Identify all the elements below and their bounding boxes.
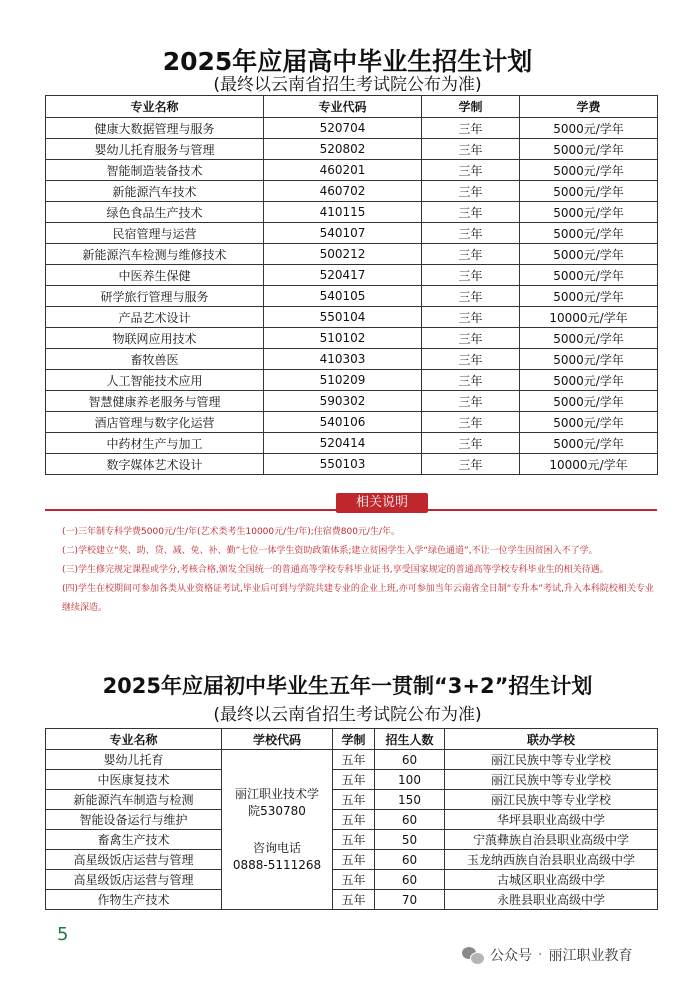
tuition-cell: 5000元/学年 [520,202,658,223]
major-name-cell: 婴幼儿托育服务与管理 [46,139,264,160]
column-header: 学费 [520,96,658,118]
major-name-cell: 智能制造装备技术 [46,160,264,181]
major-code-cell: 510102 [264,328,422,349]
table-row [46,244,658,265]
major-code-cell: 500212 [264,244,422,265]
column-header: 专业代码 [264,96,422,118]
duration-cell: 五年 [333,850,375,870]
major-name-cell: 数字媒体艺术设计 [46,454,264,475]
column-header: 学校代码 [222,729,333,750]
partner-school-cell: 华坪县职业高级中学 [445,810,658,830]
major-name-cell: 新能源汽车检测与维修技术 [46,244,264,265]
tuition-cell: 5000元/学年 [520,370,658,391]
column-header: 联办学校 [445,729,658,750]
tuition-cell: 5000元/学年 [520,412,658,433]
spacer [222,820,332,840]
table-row [46,328,658,349]
major-name-cell: 婴幼儿托育 [46,750,222,770]
duration-cell: 三年 [422,202,520,223]
table-row [46,750,658,770]
table-row [46,160,658,181]
enrollment-count-cell: 60 [375,810,445,830]
major-code-cell: 540105 [264,286,422,307]
table-row [46,181,658,202]
major-name-cell: 人工智能技术应用 [46,370,264,391]
page-number: 5 [57,924,69,945]
table-row [46,286,658,307]
duration-cell: 五年 [333,810,375,830]
tuition-cell: 5000元/学年 [520,433,658,454]
footer-account: 丽江职业教育 [548,948,633,964]
major-name-cell: 民宿管理与运营 [46,223,264,244]
enrollment-count-cell: 70 [375,890,445,910]
major-code-cell: 590302 [264,391,422,412]
partner-school-cell: 丽江民族中等专业学校 [445,770,658,790]
major-code-cell: 540107 [264,223,422,244]
duration-cell: 五年 [333,770,375,790]
tuition-cell: 5000元/学年 [520,391,658,412]
tuition-cell: 5000元/学年 [520,160,658,181]
section2-subtitle: (最终以云南省招生考试院公布为准) [213,705,482,725]
phone-label: 咨询电话 [252,840,301,855]
column-header: 专业名称 [46,96,264,118]
partner-school-cell: 丽江民族中等专业学校 [445,750,658,770]
table-row [46,412,658,433]
major-name-cell: 高星级饭店运营与管理 [46,850,222,870]
tuition-cell: 5000元/学年 [520,349,658,370]
note-item: (三)学生修完规定课程或学分,考核合格,颁发全国统一的普通高等学校专科毕业证书,享受国家规定的普通高等学校专科毕业生的相关待遇。 [62,565,609,575]
high-school-enrollment-table [45,95,658,475]
enrollment-count-cell: 60 [375,850,445,870]
footer-separator: · [538,947,543,963]
duration-cell: 三年 [422,181,520,202]
table-row [46,830,658,850]
duration-cell: 五年 [333,870,375,890]
wechat-icon [462,946,484,964]
school-code-line: 院530780 [248,803,306,818]
footer-platform: 公众号 [490,948,532,964]
duration-cell: 三年 [422,223,520,244]
partner-school-cell: 玉龙纳西族自治县职业高级中学 [445,850,658,870]
major-code-cell: 410303 [264,349,422,370]
notes-list [62,523,662,618]
major-name-cell: 产品艺术设计 [46,307,264,328]
duration-cell: 三年 [422,433,520,454]
tuition-cell: 5000元/学年 [520,181,658,202]
duration-cell: 三年 [422,307,520,328]
major-code-cell: 520414 [264,433,422,454]
note-item: (一)三年制专科学费5000元/生/年(艺术类考生10000元/生/年);住宿费800元/生/年。 [62,527,400,537]
major-code-cell: 520704 [264,118,422,139]
enrollment-count-cell: 60 [375,750,445,770]
tuition-cell: 10000元/学年 [520,307,658,328]
enrollment-count-cell: 50 [375,830,445,850]
table-header-row [46,729,658,750]
duration-cell: 三年 [422,265,520,286]
major-name-cell: 新能源汽车制造与检测 [46,790,222,810]
major-name-cell: 作物生产技术 [46,890,222,910]
duration-cell: 五年 [333,750,375,770]
duration-cell: 三年 [422,118,520,139]
table-row [46,349,658,370]
major-code-cell: 520417 [264,265,422,286]
enrollment-count-cell: 150 [375,790,445,810]
major-name-cell: 健康大数据管理与服务 [46,118,264,139]
duration-cell: 五年 [333,890,375,910]
major-name-cell: 畜禽生产技术 [46,830,222,850]
partner-school-cell: 永胜县职业高级中学 [445,890,658,910]
duration-cell: 三年 [422,349,520,370]
duration-cell: 三年 [422,160,520,181]
note-item: (四)学生在校期间可参加各类从业资格证考试,毕业后可到与学院共建专业的企业上班,亦可参加当年云南省全日制“专升本”考试,升入本科院校相关专业继续深造。 [62,584,654,613]
duration-cell: 三年 [422,139,520,160]
school-code-line: 丽江职业技术学 [234,786,319,801]
notes-header [45,493,657,515]
column-header: 学制 [422,96,520,118]
duration-cell: 三年 [422,244,520,265]
major-code-cell: 520802 [264,139,422,160]
major-code-cell: 550104 [264,307,422,328]
table-row [46,890,658,910]
table-row [46,770,658,790]
major-name-cell: 酒店管理与数字化运营 [46,412,264,433]
column-header: 专业名称 [46,729,222,750]
tuition-cell: 5000元/学年 [520,286,658,307]
duration-cell: 三年 [422,328,520,349]
table-row [46,139,658,160]
enrollment-count-cell: 60 [375,870,445,890]
column-header: 学制 [333,729,375,750]
table-row [46,307,658,328]
major-name-cell: 中药材生产与加工 [46,433,264,454]
table-row [46,454,658,475]
duration-cell: 五年 [333,830,375,850]
partner-school-cell: 古城区职业高级中学 [445,870,658,890]
school-code-cell [222,750,333,910]
duration-cell: 三年 [422,391,520,412]
major-name-cell: 中医康复技术 [46,770,222,790]
major-code-cell: 460201 [264,160,422,181]
duration-cell: 五年 [333,790,375,810]
partner-school-cell: 宁蒗彝族自治县职业高级中学 [445,830,658,850]
partner-school-cell: 丽江民族中等专业学校 [445,790,658,810]
table-row [46,202,658,223]
duration-cell: 三年 [422,454,520,475]
major-code-cell: 540106 [264,412,422,433]
major-name-cell: 畜牧兽医 [46,349,264,370]
major-name-cell: 智慧健康养老服务与管理 [46,391,264,412]
table-row [46,118,658,139]
major-code-cell: 460702 [264,181,422,202]
tuition-cell: 5000元/学年 [520,244,658,265]
duration-cell: 三年 [422,412,520,433]
table-row [46,223,658,244]
table-row [46,850,658,870]
table-row [46,370,658,391]
major-code-cell: 510209 [264,370,422,391]
wechat-footer [462,944,632,966]
notes-header-label: 相关说明 [336,493,428,513]
phone-number: 0888-5111268 [232,857,322,872]
table-row [46,810,658,830]
major-name-cell: 物联网应用技术 [46,328,264,349]
major-name-cell: 绿色食品生产技术 [46,202,264,223]
enrollment-count-cell: 100 [375,770,445,790]
five-year-program-table [45,728,658,910]
major-name-cell: 高星级饭店运营与管理 [46,870,222,890]
table-row [46,433,658,454]
tuition-cell: 5000元/学年 [520,139,658,160]
table-row [46,790,658,810]
major-name-cell: 研学旅行管理与服务 [46,286,264,307]
note-item: (二)学校建立“奖、助、贷、减、免、补、勤”七位一体学生资助政策体系;建立贫困学生入学“绿色通道”,不让一位学生因贫困入不了学。 [62,546,598,556]
major-name-cell: 新能源汽车技术 [46,181,264,202]
section1-subtitle: (最终以云南省招生考试院公布为准) [213,75,482,95]
duration-cell: 三年 [422,286,520,307]
duration-cell: 三年 [422,370,520,391]
table-row [46,870,658,890]
major-code-cell: 410115 [264,202,422,223]
tuition-cell: 5000元/学年 [520,265,658,286]
section2-title: 2025年应届初中毕业生五年一贯制“3+2”招生计划 [102,674,593,698]
section1-title: 2025年应届高中毕业生招生计划 [162,47,533,76]
major-code-cell: 550103 [264,454,422,475]
major-name-cell: 智能设备运行与维护 [46,810,222,830]
tuition-cell: 5000元/学年 [520,328,658,349]
tuition-cell: 5000元/学年 [520,223,658,244]
major-name-cell: 中医养生保健 [46,265,264,286]
table-row [46,391,658,412]
table-row [46,265,658,286]
tuition-cell: 10000元/学年 [520,454,658,475]
column-header: 招生人数 [375,729,445,750]
tuition-cell: 5000元/学年 [520,118,658,139]
table-header-row [46,96,658,118]
